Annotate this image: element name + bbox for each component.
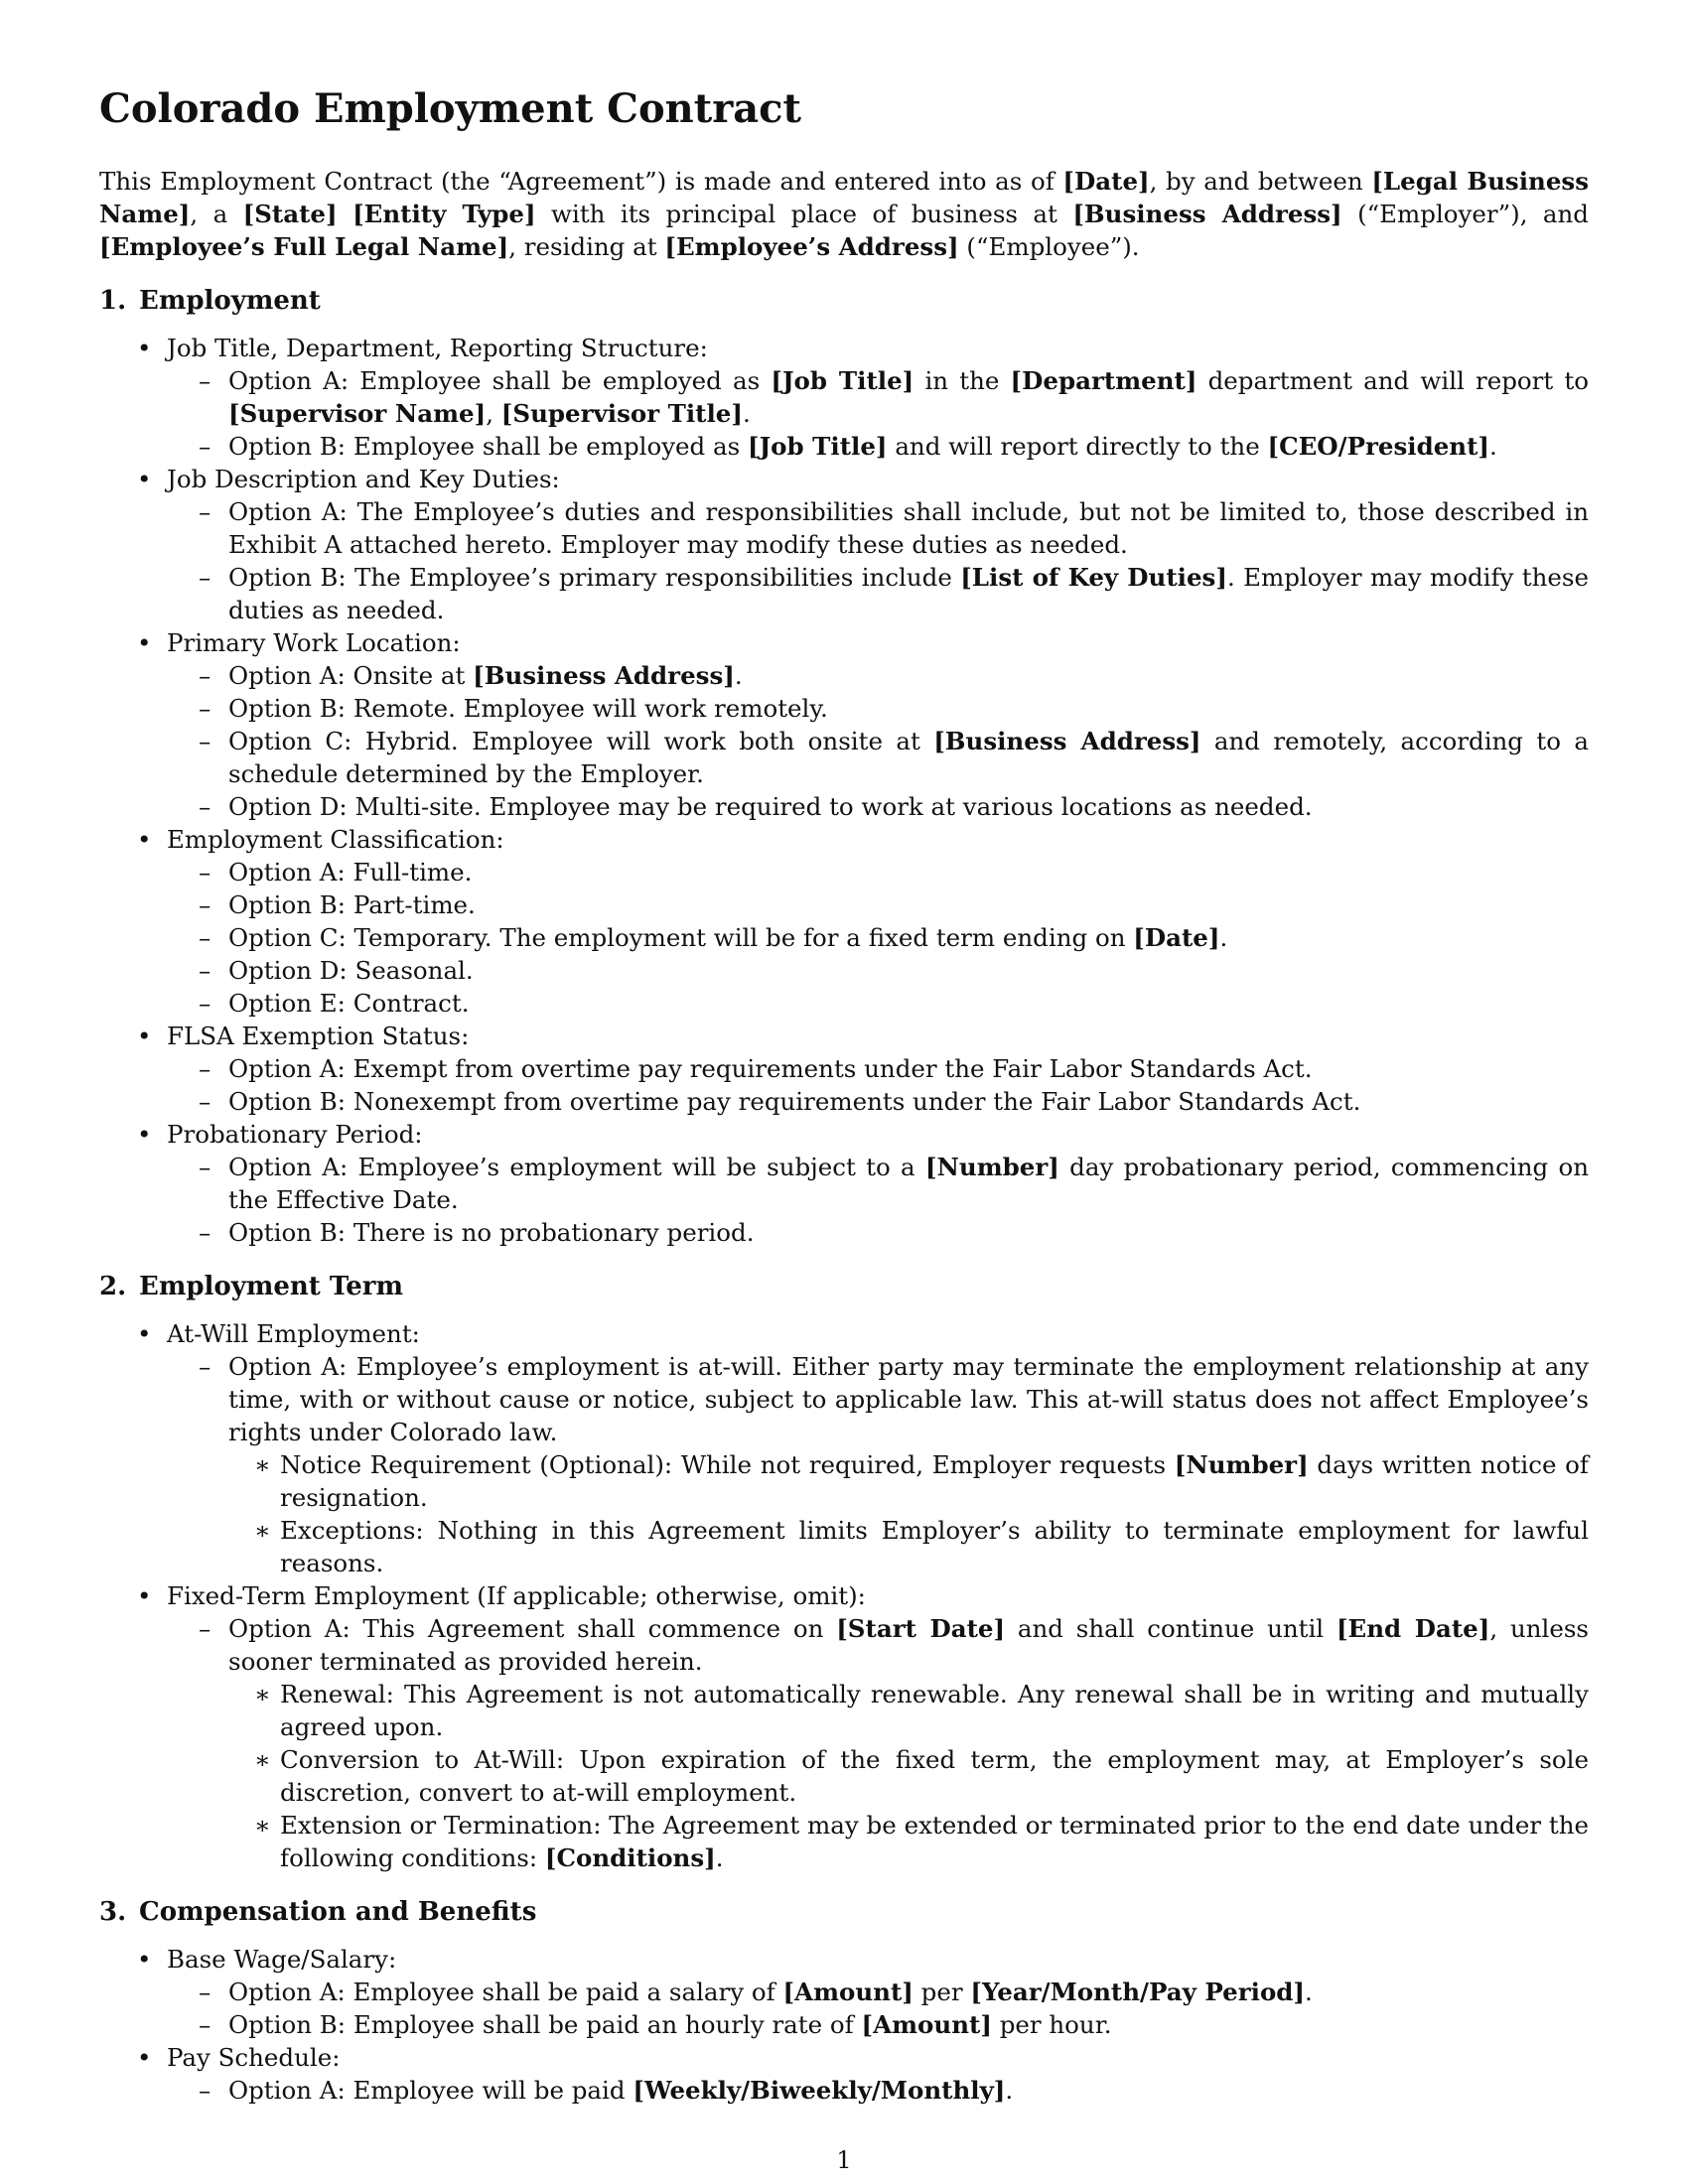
- placeholder-field: [Date]: [1133, 923, 1220, 952]
- section-number: 2.: [99, 1272, 127, 1301]
- option-item: – Option A: Employee’s employment will be subject to a [Number] day probationary period, commencing on the Effective Date.: [167, 1151, 1589, 1216]
- placeholder-field: [Entity Type]: [352, 200, 536, 228]
- clause-item: [99, 463, 1589, 626]
- clause-label: Base Wage/Salary:: [167, 1945, 397, 1974]
- sub-option-list: [228, 1678, 1589, 1874]
- document-title: Colorado Employment Contract: [99, 85, 802, 132]
- section-title: Compensation and Benefits: [139, 1897, 537, 1927]
- section-heading: [99, 285, 1589, 318]
- placeholder-field: [Date]: [1062, 167, 1150, 196]
- placeholder-field: [Employee’s Address]: [664, 232, 959, 261]
- clause-item: [99, 1118, 1589, 1249]
- clause-label: Fixed-Term Employment (If applicable; otherwise, omit):: [167, 1581, 866, 1610]
- option-list: [167, 495, 1589, 626]
- option-item: – Option C: Hybrid. Employee will work both onsite at [Business Address] and remotely, according to a schedule determined by the Employer.: [167, 725, 1589, 790]
- option-item: – Option A: Full-time.: [167, 856, 1589, 888]
- section-number: 1.: [99, 286, 127, 316]
- placeholder-field: [CEO/President]: [1267, 432, 1490, 461]
- option-item: – Option A: Onsite at [Business Address].: [167, 659, 1589, 692]
- placeholder-field: [State]: [242, 200, 338, 228]
- placeholder-field: [List of Key Duties]: [960, 563, 1227, 592]
- option-list: [167, 1612, 1589, 1874]
- option-list: [167, 1350, 1589, 1579]
- clause-list: [99, 332, 1589, 1249]
- sub-option-item: ∗ Exceptions: Nothing in this Agreement limits Employer’s ability to terminate employment for lawful reasons.: [228, 1514, 1589, 1579]
- option-item: – Option A: The Employee’s duties and responsibilities shall include, but not be limited to, those described in Exhibit A attached hereto. Employer may modify these duties as needed.: [167, 495, 1589, 561]
- option-item: – Option A: Employee’s employment is at-will. Either party may terminate the employment relationship at any time, with or without cause or notice, subject to applicable law. This at-will status does not affect Employee’s rights under Colorado law. ∗ Notice Requirement (Optional): While not required, Employer requests [Number] days written notice of resignation. ∗ Exceptions: Nothing in this Agreement limits Employer’s ability to terminate employment for lawful reasons.: [167, 1350, 1589, 1579]
- clause-item: [99, 626, 1589, 823]
- option-item: – Option A: Employee will be paid [Weekly/Biweekly/Monthly].: [167, 2074, 1589, 2107]
- clause-label: Employment Classification:: [167, 825, 504, 854]
- sub-option-item: ∗ Renewal: This Agreement is not automatically renewable. Any renewal shall be in writing and mutually agreed upon.: [228, 1678, 1589, 1743]
- document-body: [99, 87, 1589, 2107]
- placeholder-field: [End Date]: [1336, 1614, 1490, 1643]
- placeholder-field: [Start Date]: [836, 1614, 1006, 1643]
- option-item: – Option A: This Agreement shall commence on [Start Date] and shall continue until [End Date], unless sooner terminated as provided herein. ∗ Renewal: This Agreement is not automatically renewable. Any renewal shall be in writing and mutually agreed upon. ∗ Conversion to At-Will: Upon expiration of the fixed term, the employment may, at Employer’s sole discretion, convert to at-will employment. ∗ Extension or Termination: The Agreement may be extended or terminated prior to the end date under the following conditions: [Conditions].: [167, 1612, 1589, 1874]
- option-item: – Option B: Remote. Employee will work remotely.: [167, 692, 1589, 725]
- placeholder-field: [Amount]: [782, 1978, 914, 2006]
- placeholder-field: [Number]: [1174, 1450, 1309, 1479]
- option-list: [167, 659, 1589, 823]
- option-item: – Option D: Seasonal.: [167, 954, 1589, 987]
- clause-item: [99, 1020, 1589, 1118]
- option-item: – Option A: Employee shall be employed as [Job Title] in the [Department] department and will report to [Supervisor Name], [Supervisor Title].: [167, 364, 1589, 430]
- section-number: 3.: [99, 1897, 127, 1927]
- placeholder-field: [Number]: [924, 1153, 1059, 1181]
- clause-label: Primary Work Location:: [167, 628, 461, 657]
- sections-container: [99, 285, 1589, 2107]
- clause-list: [99, 1943, 1589, 2107]
- clause-item: [99, 1943, 1589, 2041]
- placeholder-field: [Supervisor Name]: [228, 399, 487, 428]
- placeholder-field: [Job Title]: [748, 432, 888, 461]
- sub-option-list: [228, 1448, 1589, 1579]
- option-item: – Option A: Employee shall be paid a salary of [Amount] per [Year/Month/Pay Period].: [167, 1976, 1589, 2008]
- placeholder-field: [Department]: [1010, 366, 1197, 395]
- section-title: Employment Term: [139, 1272, 403, 1301]
- placeholder-field: [Conditions]: [544, 1843, 716, 1872]
- placeholder-field: [Business Address]: [473, 661, 735, 690]
- option-list: [167, 1052, 1589, 1118]
- placeholder-field: [Employee’s Full Legal Name]: [99, 232, 509, 261]
- sub-option-item: ∗ Notice Requirement (Optional): While not required, Employer requests [Number] days written notice of resignation.: [228, 1448, 1589, 1514]
- clause-item: [99, 2041, 1589, 2107]
- section-title: Employment: [139, 286, 321, 316]
- option-list: [167, 1976, 1589, 2041]
- option-item: – Option C: Temporary. The employment will be for a fixed term ending on [Date].: [167, 921, 1589, 954]
- option-list: [167, 2074, 1589, 2107]
- placeholder-field: [Amount]: [861, 2010, 992, 2039]
- option-item: – Option B: Part-time.: [167, 888, 1589, 921]
- option-item: – Option B: Nonexempt from overtime pay requirements under the Fair Labor Standards Act.: [167, 1085, 1589, 1118]
- placeholder-field: [Job Title]: [771, 366, 914, 395]
- option-item: – Option D: Multi-site. Employee may be required to work at various locations as needed.: [167, 790, 1589, 823]
- sub-option-item: ∗ Conversion to At-Will: Upon expiration of the fixed term, the employment may, at Employer’s sole discretion, convert to at-will employment.: [228, 1743, 1589, 1809]
- placeholder-field: [Year/Month/Pay Period]: [970, 1978, 1306, 2006]
- placeholder-field: [Supervisor Title]: [500, 399, 743, 428]
- intro-paragraph: This Employment Contract (the “Agreement”) is made and entered into as of [Date], by and between [Legal Business Name], a [State] [Entity Type] with its principal place of business at [Business Address] (“Employer”), and [Employee’s Full Legal Name], residing at [Employee’s Address] (“Employee”).: [99, 167, 1590, 261]
- option-list: [167, 364, 1589, 463]
- option-item: – Option B: Employee shall be employed as [Job Title] and will report directly to the [CEO/President].: [167, 430, 1589, 463]
- section-heading: [99, 1271, 1589, 1303]
- clause-item: [99, 823, 1589, 1020]
- clause-label: FLSA Exemption Status:: [167, 1022, 470, 1050]
- option-item: – Option B: There is no probationary period.: [167, 1216, 1589, 1249]
- clause-label: Probationary Period:: [167, 1120, 423, 1149]
- page-number: 1: [836, 2146, 852, 2174]
- section-heading: [99, 1896, 1589, 1929]
- sub-option-item: ∗ Extension or Termination: The Agreement may be extended or terminated prior to the end date under the following conditions: [Conditions].: [228, 1809, 1589, 1874]
- clause-item: [99, 1579, 1589, 1874]
- placeholder-field: [Business Address]: [1072, 200, 1342, 228]
- placeholder-field: [Business Address]: [933, 727, 1201, 755]
- clause-list: [99, 1317, 1589, 1874]
- option-item: – Option B: The Employee’s primary responsibilities include [List of Key Duties]. Employer may modify these duties as needed.: [167, 561, 1589, 626]
- clause-label: Job Description and Key Duties:: [167, 465, 560, 493]
- clause-item: [99, 1317, 1589, 1579]
- clause-label: At-Will Employment:: [167, 1319, 420, 1348]
- option-item: – Option A: Exempt from overtime pay requirements under the Fair Labor Standards Act.: [167, 1052, 1589, 1085]
- option-item: – Option E: Contract.: [167, 987, 1589, 1020]
- option-item: – Option B: Employee shall be paid an hourly rate of [Amount] per hour.: [167, 2008, 1589, 2041]
- option-list: [167, 856, 1589, 1020]
- option-list: [167, 1151, 1589, 1249]
- clause-label: Pay Schedule:: [167, 2043, 341, 2072]
- clause-item: [99, 332, 1589, 463]
- placeholder-field: [Weekly/Biweekly/Monthly]: [633, 2076, 1006, 2105]
- placeholder-field: [Legal Business Name]: [99, 167, 1590, 228]
- clause-label: Job Title, Department, Reporting Structure:: [167, 334, 708, 362]
